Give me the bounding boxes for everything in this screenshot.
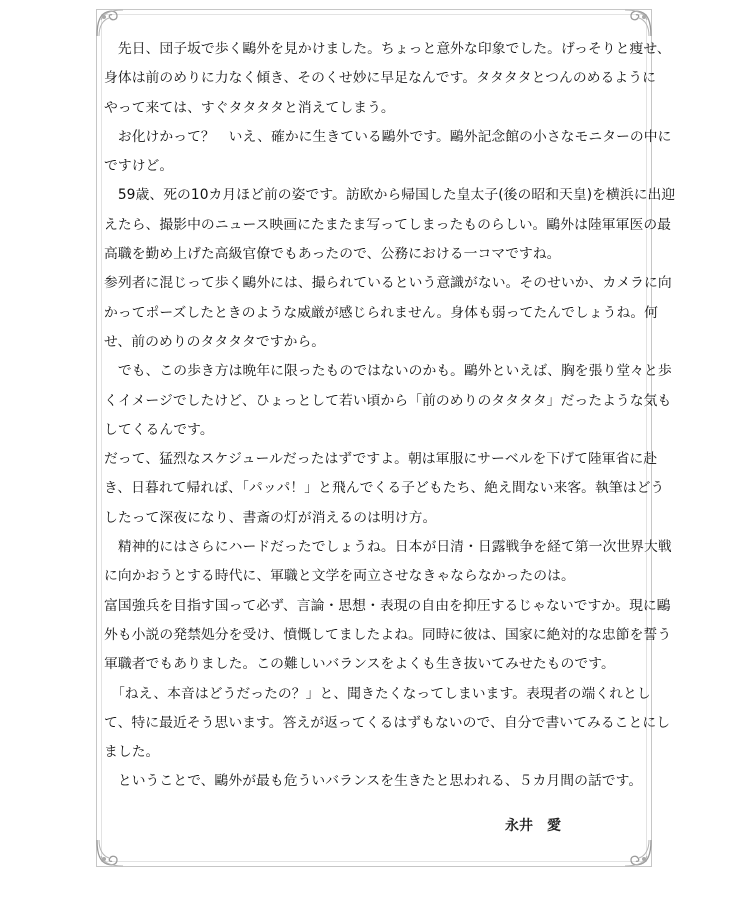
essay-line: ということで、鷗外が最も危ういバランスを生きたと思われる、５カ月間の話です。: [104, 773, 643, 790]
essay-line: せ、前のめりのタタタタですから。: [104, 333, 326, 350]
corner-ornament-icon: [95, 838, 125, 868]
essay-line: やって来ては、すぐタタタタと消えてしまう。: [104, 99, 395, 116]
essay-line: 参列者に混じって歩く鷗外には、撮られているという意識がない。そのせいか、カメラに向: [104, 275, 672, 292]
essay-line: 外も小説の発禁処分を受け、憤慨してましたよね。同時に彼は、国家に絶対的な忠節を誓う: [104, 626, 672, 643]
author-signature: 永井 愛: [505, 818, 561, 834]
essay-line: 軍職者でもありました。この難しいバランスをよくも生き抜いてみせたものです。: [104, 656, 615, 673]
essay-line: 身体は前のめりに力なく傾き、そのくせ妙に早足なんです。タタタタとつんのめるように: [104, 70, 656, 87]
essay-line: だって、猛烈なスケジュールだったはずですよ。朝は軍服にサーベルを下げて陸軍省に赴: [104, 451, 658, 468]
essay-line: て、特に最近そう思います。答えが返ってくるはずもないので、自分で書いてみることにし: [104, 714, 671, 731]
corner-ornament-icon: [95, 8, 125, 38]
corner-ornament-icon: [623, 8, 653, 38]
essay-line: してくるんです。: [104, 421, 214, 438]
essay-line: 高職を勤め上げた高級官僚でもあったので、公務における一コマですね。: [104, 246, 561, 263]
essay-line: 富国強兵を目指す国って必ず、言論・思想・表現の自由を抑圧するじゃないですか。現に鷗: [104, 597, 671, 614]
essay-line: かってポーズしたときのような威厳が感じられません。身体も弱ってたんでしょうね。何: [104, 304, 659, 321]
essay-line: お化けかって？ いえ、確かに生きている鷗外です。鷗外記念館の小さなモニターの中に: [104, 128, 672, 145]
essay-line: えたら、撮影中のニュース映画にたまたま写ってしまったものらしい。鷗外は陸軍軍医の最: [104, 216, 672, 233]
essay-line: 先日、団子坂で歩く鷗外を見かけました。ちょっと意外な印象でした。げっそりと痩せ、: [104, 41, 671, 57]
essay-line: くイメージでしたけど、ひょっとして若い頃から「前のめりのタタタタ」だったような気も: [104, 392, 672, 409]
essay-body: [104, 35, 676, 797]
essay-line: ました。: [104, 744, 160, 761]
essay-line: き、日暮れて帰れば、「パッパ！」と飛んでくる子どもたち、絶え間ない来客。執筆はどう: [104, 480, 665, 497]
essay-line: 59歳、死の10カ月ほど前の姿です。訪欧から帰国した皇太子(後の昭和天皇)を横浜に出迎: [104, 187, 676, 204]
essay-line: 「ねえ、本音はどうだったの？」と、聞きたくなってしまいます。表現者の端くれとし: [104, 685, 651, 702]
essay-line: ですけど。: [104, 158, 174, 175]
essay-line: でも、この歩き方は晩年に限ったものではないのかも。鷗外といえば、胸を張り堂々と歩: [104, 363, 672, 380]
essay-line: したって深夜になり、書斎の灯が消えるのは明け方。: [104, 509, 437, 526]
essay-line: 精神的にはさらにハードだったでしょうね。日本が日清・日露戦争を経て第一次世界大戦: [104, 539, 672, 556]
corner-ornament-icon: [623, 838, 653, 868]
essay-line: に向かおうとする時代に、軍職と文学を両立させなきゃならなかったのは。: [104, 568, 575, 585]
